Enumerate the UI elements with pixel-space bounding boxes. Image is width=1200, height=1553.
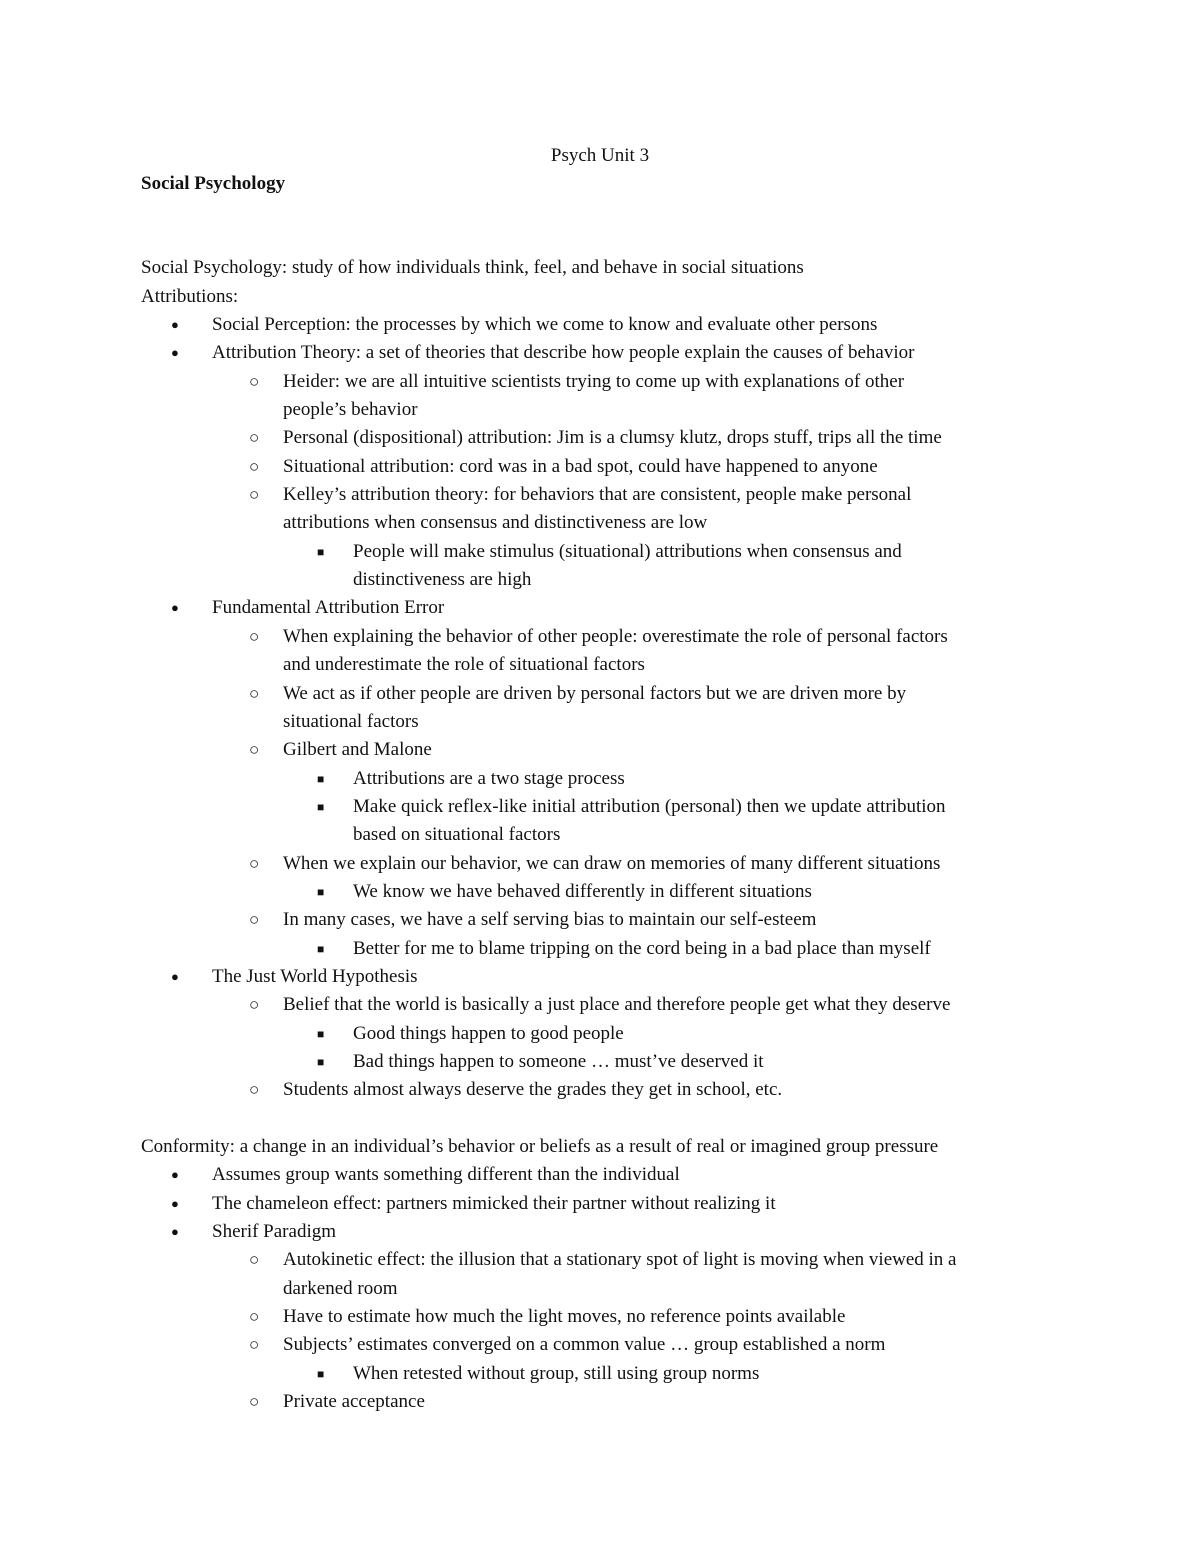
- line-text: We know we have behaved differently in different situations: [353, 880, 812, 902]
- bullet-icon: ■: [317, 1366, 325, 1381]
- list-item-level-2: [141, 1388, 1101, 1416]
- bullet-icon: ○: [249, 1335, 260, 1355]
- line-text: darkened room: [283, 1277, 398, 1299]
- bullet-icon: ○: [249, 428, 260, 448]
- line-text: based on situational factors: [353, 824, 561, 846]
- line-text: Social Perception: the processes by which we come to know and evaluate other persons: [212, 314, 878, 336]
- list-item-level-1: [141, 594, 1101, 622]
- list-item-level-3: [141, 793, 1101, 821]
- bullet-icon: ●: [171, 968, 179, 984]
- line-text: People will make stimulus (situational) attributions when consensus and: [353, 540, 902, 562]
- line-text: Attribution Theory: a set of theories that describe how people explain the causes of behavior: [212, 342, 915, 364]
- line-text: Attributions:: [141, 285, 239, 307]
- line-text: Sherif Paradigm: [212, 1221, 337, 1243]
- list-item-level-2: [141, 481, 1101, 509]
- paragraph-line: [141, 254, 1101, 282]
- line-text: Kelley’s attribution theory: for behaviors that are consistent, people make personal: [283, 484, 912, 506]
- list-item-level-2: [141, 850, 1101, 878]
- document-body: [141, 226, 1101, 1416]
- bullet-icon: ○: [249, 1250, 260, 1270]
- list-item-level-3: [141, 1020, 1101, 1048]
- line-text: Have to estimate how much the light moves, no reference points available: [283, 1306, 846, 1328]
- bullet-icon: ■: [317, 771, 325, 786]
- line-text: The Just World Hypothesis: [212, 965, 418, 987]
- bullet-icon: ○: [249, 740, 260, 760]
- bullet-icon: ○: [249, 371, 260, 391]
- list-item-level-3: [141, 566, 1101, 594]
- line-text: Belief that the world is basically a just place and therefore people get what they deserve: [283, 994, 951, 1016]
- bullet-icon: ●: [171, 1167, 179, 1183]
- line-text: Social Psychology: study of how individuals think, feel, and behave in social situations: [141, 257, 804, 279]
- bullet-icon: ●: [171, 345, 179, 361]
- list-item-level-1: [141, 1161, 1101, 1189]
- line-text: Heider: we are all intuitive scientists trying to come up with explanations of other: [283, 370, 905, 392]
- line-text: Good things happen to good people: [353, 1022, 624, 1044]
- bullet-icon: ●: [171, 1224, 179, 1240]
- line-text: Subjects’ estimates converged on a common value … group established a norm: [283, 1334, 886, 1356]
- list-item-level-2: [141, 1246, 1101, 1274]
- bullet-icon: ○: [249, 1080, 260, 1100]
- bullet-icon: ■: [317, 884, 325, 899]
- list-item-level-3: [141, 878, 1101, 906]
- line-text: Make quick reflex-like initial attribution (personal) then we update attribution: [353, 795, 946, 817]
- list-item-level-2: [141, 1275, 1101, 1303]
- paragraph-line: [141, 1133, 1101, 1161]
- bullet-icon: ■: [317, 941, 325, 956]
- bullet-icon: ○: [249, 1307, 260, 1327]
- list-item-level-3: [141, 1360, 1101, 1388]
- list-item-level-2: [141, 424, 1101, 452]
- line-text: When explaining the behavior of other people: overestimate the role of personal factors: [283, 625, 948, 647]
- line-text: The chameleon effect: partners mimicked their partner without realizing it: [212, 1192, 776, 1214]
- list-item-level-2: [141, 453, 1101, 481]
- list-item-level-1: [141, 963, 1101, 991]
- line-text: In many cases, we have a self serving bias to maintain our self-esteem: [283, 909, 817, 931]
- line-text: Personal (dispositional) attribution: Jim is a clumsy klutz, drops stuff, trips all the time: [283, 427, 942, 449]
- bullet-icon: ○: [249, 485, 260, 505]
- line-text: Situational attribution: cord was in a bad spot, could have happened to anyone: [283, 455, 878, 477]
- bullet-icon: ●: [171, 600, 179, 616]
- paragraph-line: [141, 283, 1101, 311]
- section-heading: Social Psychology: [141, 173, 286, 194]
- list-item-level-2: [141, 708, 1101, 736]
- list-item-level-3: [141, 821, 1101, 849]
- list-item-level-1: [141, 311, 1101, 339]
- line-text: attributions when consensus and distinctiveness are low: [283, 512, 708, 534]
- bullet-icon: ●: [171, 1195, 179, 1211]
- list-item-level-3: [141, 765, 1101, 793]
- list-item-level-2: [141, 736, 1101, 764]
- line-text: When we explain our behavior, we can draw on memories of many different situations: [283, 852, 941, 874]
- list-item-level-3: [141, 935, 1101, 963]
- list-item-level-2: [141, 368, 1101, 396]
- list-item-level-1: [141, 1190, 1101, 1218]
- line-text: people’s behavior: [283, 399, 418, 421]
- bullet-icon: ■: [317, 1054, 325, 1069]
- list-item-level-2: [141, 1303, 1101, 1331]
- list-item-level-2: [141, 509, 1101, 537]
- list-item-level-1: [141, 1218, 1101, 1246]
- bullet-icon: ○: [249, 1392, 260, 1412]
- list-item-level-3: [141, 1048, 1101, 1076]
- line-text: Autokinetic effect: the illusion that a stationary spot of light is moving when viewed in a: [283, 1249, 957, 1271]
- bullet-icon: ■: [317, 799, 325, 814]
- line-text: Better for me to blame tripping on the cord being in a bad place than myself: [353, 937, 931, 959]
- list-item-level-3: [141, 538, 1101, 566]
- bullet-icon: ○: [249, 910, 260, 930]
- list-item-level-2: [141, 906, 1101, 934]
- list-item-level-2: [141, 1331, 1101, 1359]
- line-text: Students almost always deserve the grades they get in school, etc.: [283, 1079, 783, 1101]
- line-text: Assumes group wants something different than the individual: [212, 1164, 680, 1186]
- bullet-icon: ○: [249, 995, 260, 1015]
- bullet-icon: ●: [171, 317, 179, 333]
- bullet-icon: ○: [249, 853, 260, 873]
- bullet-icon: ○: [249, 683, 260, 703]
- list-item-level-1: [141, 339, 1101, 367]
- line-text: distinctiveness are high: [353, 569, 532, 591]
- bullet-icon: ○: [249, 456, 260, 476]
- blank-line: [141, 1105, 1101, 1133]
- list-item-level-2: [141, 396, 1101, 424]
- line-text: situational factors: [283, 710, 419, 732]
- list-item-level-2: [141, 991, 1101, 1019]
- bullet-icon: ○: [249, 626, 260, 646]
- line-text: We act as if other people are driven by personal factors but we are driven more by: [283, 682, 907, 704]
- line-text: Attributions are a two stage process: [353, 767, 625, 789]
- bullet-icon: ■: [317, 1026, 325, 1041]
- line-text: When retested without group, still using group norms: [353, 1362, 760, 1384]
- list-item-level-2: [141, 651, 1101, 679]
- line-text: Private acceptance: [283, 1391, 425, 1413]
- line-text: Fundamental Attribution Error: [212, 597, 445, 619]
- line-text: Conformity: a change in an individual’s behavior or beliefs as a result of real or imagined group pressure: [141, 1136, 939, 1157]
- list-item-level-2: [141, 680, 1101, 708]
- list-item-level-2: [141, 1076, 1101, 1104]
- blank-line: [141, 226, 1101, 254]
- line-text: and underestimate the role of situational factors: [283, 654, 645, 676]
- list-item-level-2: [141, 623, 1101, 651]
- line-text: Gilbert and Malone: [283, 739, 432, 761]
- bullet-icon: ■: [317, 544, 325, 559]
- line-text: Bad things happen to someone … must’ve deserved it: [353, 1050, 764, 1072]
- document-title: Psych Unit 3: [550, 145, 650, 166]
